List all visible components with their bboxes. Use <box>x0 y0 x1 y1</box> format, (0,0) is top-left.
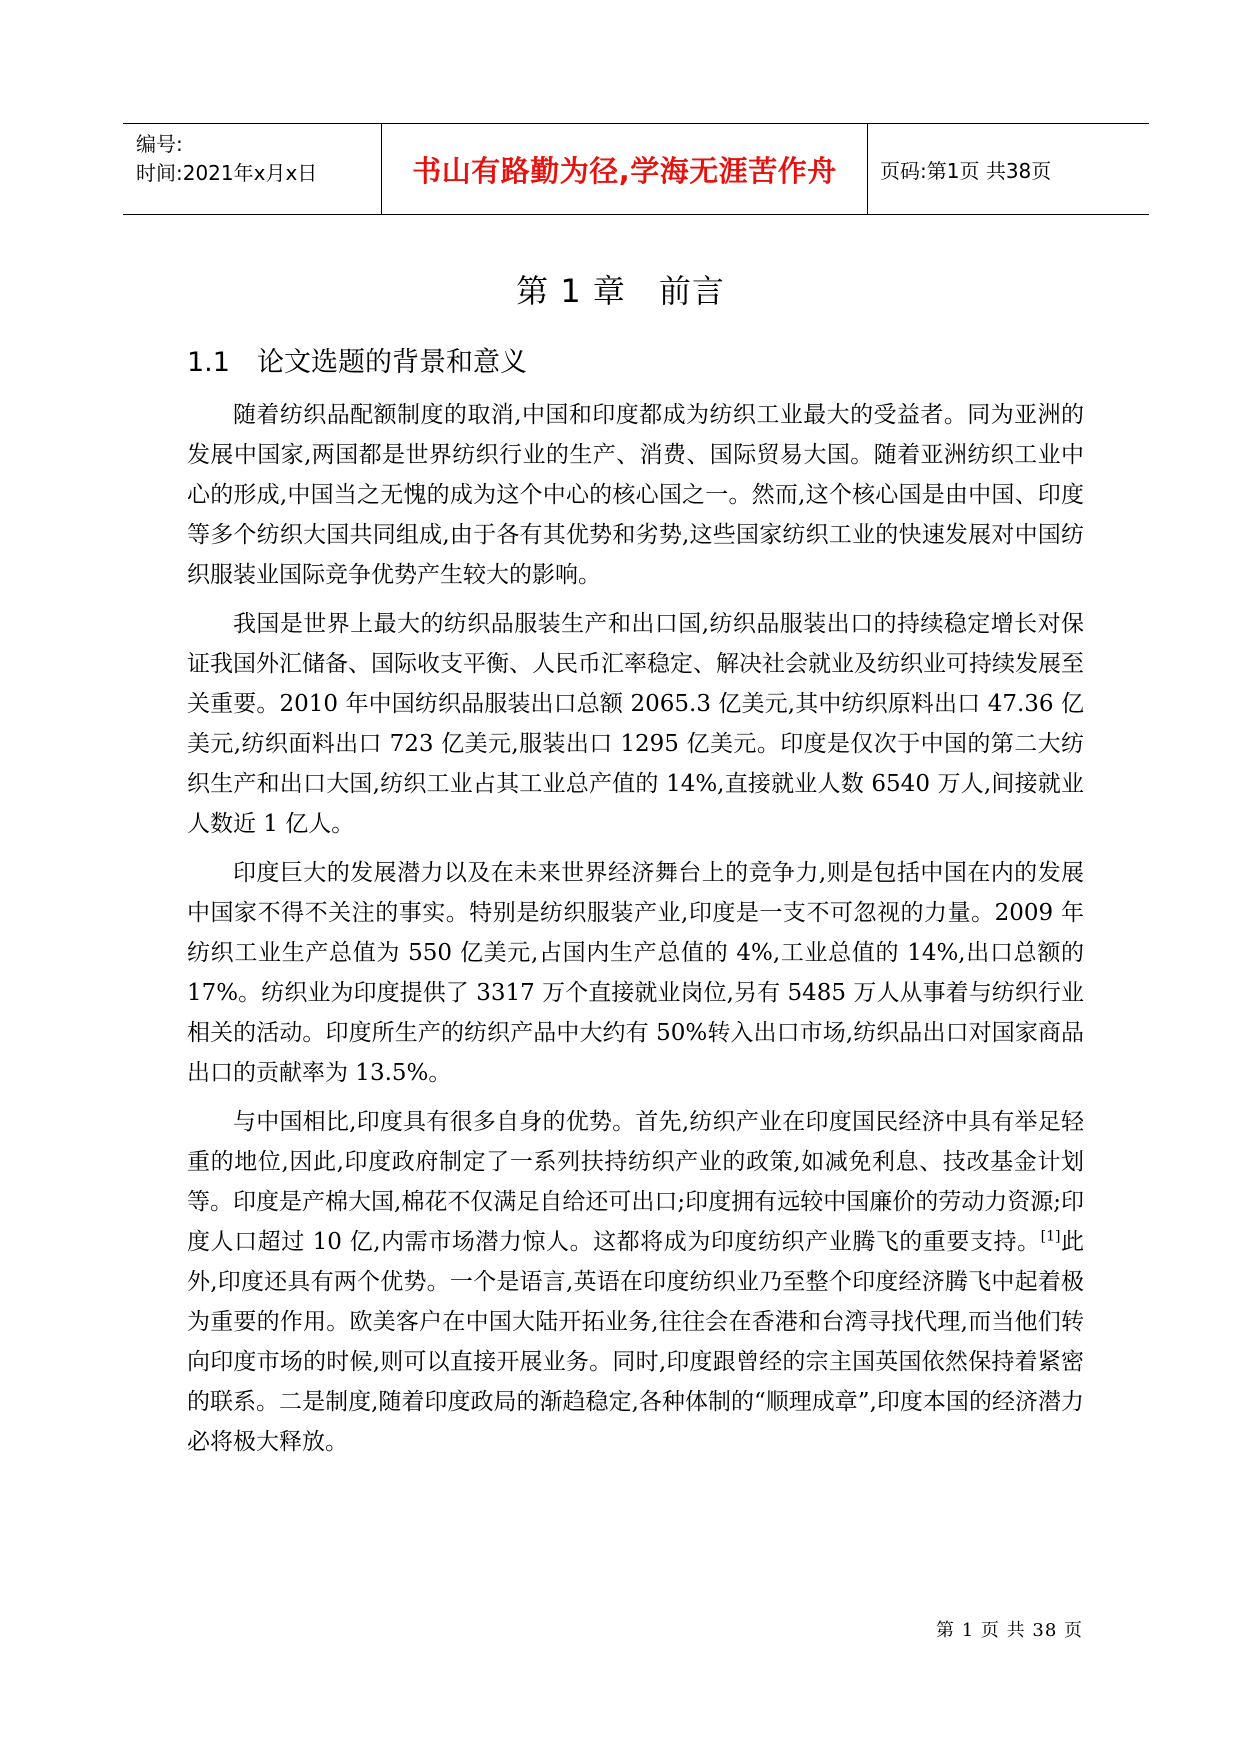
header-meta <box>123 124 382 214</box>
header-page-info: 页码:第1页 共38页 <box>880 158 1052 183</box>
body-text <box>187 395 1084 1471</box>
paragraph: 随着纺织品配额制度的取消,中国和印度都成为纺织工业最大的受益者。同为亚洲的发展中国家,两国都是世界纺织行业的生产、消费、国际贸易大国。随着亚洲纺织工业中心的形成,中国当之无愧的成为这个中心的核心国之一。然而,这个核心国是由中国、印度等多个纺织大国共同组成,由于各有其优势和劣势,这些国家纺织工业的快速发展对中国纺织服装业国际竞争优势产生较大的影响。 <box>187 402 1084 588</box>
paragraph <box>187 1102 1084 1462</box>
header-motto: 书山有路勤为径,学海无涯苦作舟 <box>382 124 868 214</box>
section-heading <box>187 340 527 379</box>
section-title: 论文选题的背景和意义 <box>257 347 527 378</box>
document-date: 时间:2021年x月x日 <box>136 161 318 185</box>
paragraph: 印度巨大的发展潜力以及在未来世界经济舞台上的竞争力,则是包括中国在内的发展中国家不得不关注的事实。特别是纺织服装产业,印度是一支不可忽视的力量。2009 年纺织工业生产总值为 550 亿美元,占国内生产总值的 4%,工业总值的 14%,出口总额的 17%。纺织业为印度提供了 3317 万个直接就业岗位,另有 5485 万人从事着与纺织行业相关的活动。印度所生产的纺织产品中大约有 50%转入出口市场,纺织品出口对国家商品出口的贡献率为 13.5%。 <box>187 860 1084 1086</box>
page-footer: 第 1 页 共 38 页 <box>936 1620 1083 1641</box>
chapter-title: 第 1 章 前言 <box>516 272 725 310</box>
paragraph-text: 此外,印度还具有两个优势。一个是语言,英语在印度纺织业乃至整个印度经济腾飞中起着极为重要的作用。欧美客户在中国大陆开拓业务,往往会在香港和台湾寻找代理,而当他们转向印度市场的时候,则可以直接开展业务。同时,印度跟曾经的宗主国英国依然保持着紧密的联系。二是制度,随着印度政局的渐趋稳定,各种体制的“顺理成章”,印度本国的经济潜力必将极大释放。 <box>187 1229 1085 1455</box>
paragraph: 我国是世界上最大的纺织品服装生产和出口国,纺织品服装出口的持续稳定增长对保证我国外汇储备、国际收支平衡、人民币汇率稳定、解决社会就业及纺织业可持续发展至关重要。2010 年中国纺织品服装出口总额 2065.3 亿美元,其中纺织原料出口 47.36 亿美元,纺织面料出口 723 亿美元,服装出口 1295 亿美元。印度是仅次于中国的第二大纺织生产和出口大国,纺织工业占其工业总产值的 14%,直接就业人数 6540 万人,间接就业人数近 1 亿人。 <box>187 611 1084 837</box>
section-number: 1.1 <box>187 347 230 378</box>
paragraph-text: 与中国相比,印度具有很多自身的优势。首先,纺织产业在印度国民经济中具有举足轻重的地位,因此,印度政府制定了一系列扶持纺织产业的政策,如减免利息、技改基金计划等。印度是产棉大国,棉花不仅满足自给还可出口;印度拥有远较中国廉价的劳动力资源;印度人口超过 10 亿,内需市场潜力惊人。这都将成为印度纺织产业腾飞的重要支持。 <box>187 1109 1084 1255</box>
document-number-label: 编号: <box>136 132 183 156</box>
header-table <box>123 123 1149 215</box>
citation-link[interactable]: [1] <box>1040 1228 1061 1245</box>
